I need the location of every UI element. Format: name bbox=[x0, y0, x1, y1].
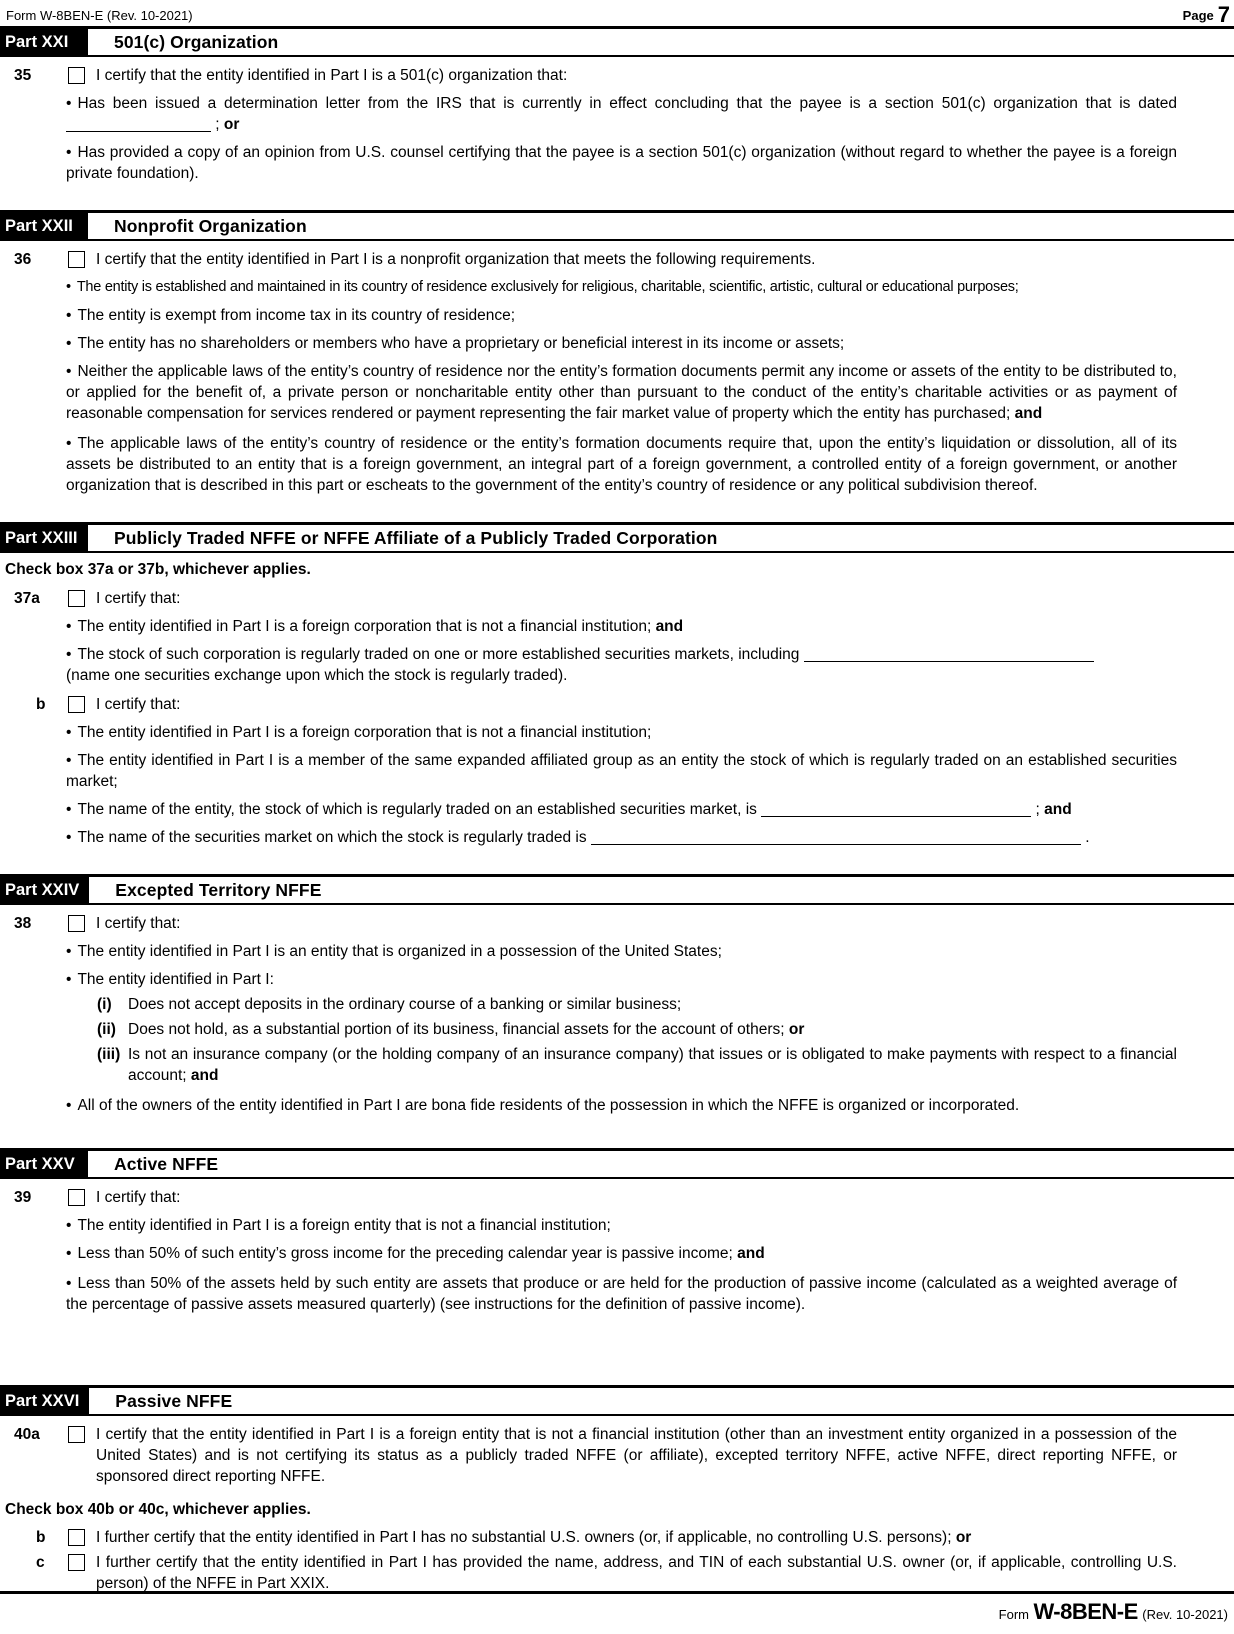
part-items-xxii bbox=[0, 249, 1234, 496]
part-header-xxii bbox=[0, 210, 1234, 241]
bullet-icon: • bbox=[66, 144, 72, 161]
bold-text: and bbox=[1044, 801, 1072, 818]
form-item-40b bbox=[0, 1527, 1177, 1548]
part-items-xxvi bbox=[0, 1424, 1234, 1594]
bold-text: and bbox=[1014, 405, 1043, 422]
bullet-item bbox=[66, 277, 1177, 298]
part-section-xxiv bbox=[0, 874, 1234, 1116]
checkbox-35[interactable] bbox=[68, 67, 85, 84]
text: I certify that: bbox=[96, 915, 181, 932]
text: I certify that the entity identified in Part I is a nonprofit organization that meets the following requirements. bbox=[96, 251, 816, 268]
part-section-xxii bbox=[0, 210, 1234, 496]
form-item-40a bbox=[0, 1424, 1177, 1487]
text: The stock of such corporation is regularly traded on one or more established securities markets, including bbox=[77, 646, 804, 663]
form-item-36 bbox=[0, 249, 1177, 270]
text: (name one securities exchange upon which the stock is regularly traded). bbox=[66, 667, 568, 684]
text: The entity is exempt from income tax in its country of residence; bbox=[77, 307, 516, 324]
part-header-xxiii bbox=[0, 522, 1234, 553]
checkbox-36[interactable] bbox=[68, 251, 85, 268]
text: The name of the securities market on which the stock is regularly traded is bbox=[77, 829, 591, 846]
footer-form-label: Form bbox=[998, 1607, 1029, 1622]
bullet-item bbox=[66, 1095, 1177, 1116]
text: Does not accept deposits in the ordinary course of a banking or similar business; bbox=[128, 996, 682, 1013]
item-number: 39 bbox=[14, 1189, 32, 1206]
form-item-38 bbox=[0, 913, 1177, 934]
text: The entity is established and maintained in its country of residence exclusively for religious, charitable, scientific, artistic, cultural or educational purposes; bbox=[76, 279, 1019, 295]
securities-market-name-blank[interactable] bbox=[591, 829, 1081, 845]
bullet-item bbox=[66, 361, 1177, 424]
form-item-35 bbox=[0, 65, 1177, 86]
bold-text: or bbox=[955, 1529, 972, 1546]
bullet-icon: • bbox=[66, 646, 72, 663]
securities-exchange-blank[interactable] bbox=[804, 646, 1094, 662]
text: Has been issued a determination letter from the IRS that is currently in effect concluding that the payee is a section 501(c) organization that is dated bbox=[77, 95, 1177, 112]
checkbox-39[interactable] bbox=[68, 1189, 85, 1206]
bullet-item bbox=[66, 305, 1177, 326]
checkbox-40b[interactable] bbox=[68, 1529, 85, 1546]
item-number: b bbox=[36, 1529, 46, 1546]
sub-item-label: (ii) bbox=[97, 1021, 116, 1038]
item-text bbox=[96, 1424, 1177, 1487]
bullet-icon: • bbox=[66, 1275, 72, 1292]
bullet-icon: • bbox=[66, 335, 72, 352]
item-text bbox=[96, 588, 1177, 609]
item-number: 40a bbox=[14, 1426, 40, 1443]
page-number bbox=[1182, 2, 1230, 27]
text: Has provided a copy of an opinion from U.S. counsel certifying that the payee is a section 501(c) organization (without regard to whether the payee is a foreign private foundation). bbox=[66, 144, 1177, 182]
bullet-item bbox=[66, 750, 1177, 792]
text: I certify that the entity identified in Part I is a 501(c) organization that: bbox=[96, 67, 568, 84]
part-items-xxiii bbox=[0, 559, 1234, 848]
bullet-item bbox=[66, 433, 1177, 496]
part-header-xxiv bbox=[0, 874, 1234, 905]
bullet-icon: • bbox=[66, 724, 72, 741]
part-section-xxi bbox=[0, 26, 1234, 184]
bullet-icon: • bbox=[66, 279, 71, 295]
text: I further certify that the entity identified in Part I has provided the name, address, and TIN of each substantial U.S. owner (or, if applicable, controlling U.S. person) of the NFFE in Part XXIX. bbox=[96, 1554, 1177, 1592]
bullet-item bbox=[66, 142, 1177, 184]
text: The name of the entity, the stock of which is regularly traded on an established securities market, is bbox=[77, 801, 762, 818]
bold-text: or bbox=[223, 116, 240, 133]
sub-item-38-ii bbox=[97, 1019, 1177, 1040]
text: I certify that: bbox=[96, 696, 181, 713]
text: Is not an insurance company (or the holding company of an insurance company) that issues or is obligated to make payments with respect to a financial account; bbox=[128, 1046, 1177, 1084]
part-header-xxvi bbox=[0, 1385, 1234, 1416]
checkbox-40c[interactable] bbox=[68, 1554, 85, 1571]
item-text bbox=[96, 65, 1177, 86]
text: I further certify that the entity identified in Part I has no substantial U.S. owners (or, if applicable, no controlling U.S. persons); bbox=[96, 1529, 956, 1546]
page-footer bbox=[0, 1591, 1234, 1634]
bold-text: or bbox=[788, 1021, 805, 1038]
bullet-item bbox=[66, 644, 1177, 686]
part-title: Active NFFE bbox=[114, 1153, 219, 1174]
sub-item-text bbox=[128, 994, 1177, 1015]
sub-item-label: (i) bbox=[97, 996, 112, 1013]
text: The entity identified in Part I is a foreign corporation that is not a financial institution; bbox=[77, 618, 656, 635]
bullet-icon: • bbox=[66, 1245, 72, 1262]
part-label: Part XXIV bbox=[0, 877, 89, 903]
bullet-item bbox=[66, 722, 1177, 743]
item-number: 36 bbox=[14, 251, 32, 268]
item-number: 38 bbox=[14, 915, 32, 932]
text: All of the owners of the entity identified in Part I are bona fide residents of the possession in which the NFFE is organized or incorporated. bbox=[77, 1097, 1020, 1114]
bullet-icon: • bbox=[66, 307, 72, 324]
sub-item-38-iii bbox=[97, 1044, 1177, 1086]
sub-item-label: (iii) bbox=[97, 1046, 121, 1063]
item-number: 37a bbox=[14, 590, 40, 607]
text: The entity has no shareholders or members who have a proprietary or beneficial interest in its income or assets; bbox=[77, 335, 845, 352]
bullet-item bbox=[66, 827, 1177, 848]
part-label: Part XXVI bbox=[0, 1388, 89, 1414]
item-number: c bbox=[36, 1554, 45, 1571]
text: Neither the applicable laws of the entity’s country of residence nor the entity’s formation documents permit any income or assets of the entity to be distributed to, or applied for the benefit of, a private person or noncharitable entity other than pursuant to the conduct of the entity’s charitable activities or as payment of reasonable compensation for services rendered or payment representing the fair market value of property which the entity has purchased; bbox=[66, 363, 1177, 422]
page-number-value: 7 bbox=[1217, 2, 1230, 27]
part-label: Part XXIII bbox=[0, 525, 88, 551]
text: . bbox=[1080, 829, 1090, 846]
sub-item-38-i bbox=[97, 994, 1177, 1015]
part-header-xxi bbox=[0, 26, 1234, 57]
form-item-39 bbox=[0, 1187, 1177, 1208]
checkbox-37b[interactable] bbox=[68, 696, 85, 713]
bullet-icon: • bbox=[66, 435, 72, 452]
text: ; bbox=[1031, 801, 1045, 818]
bullet-icon: • bbox=[66, 943, 72, 960]
bullet-icon: • bbox=[66, 1217, 72, 1234]
bullet-item bbox=[66, 93, 1177, 135]
checkbox-37a[interactable] bbox=[68, 590, 85, 607]
item-text bbox=[96, 694, 1177, 715]
text: The entity identified in Part I is a foreign entity that is not a financial institution; bbox=[77, 1217, 611, 1234]
part-items-xxi bbox=[0, 65, 1234, 184]
part-section-xxv bbox=[0, 1148, 1234, 1315]
item-text bbox=[96, 249, 1177, 270]
bullet-icon: • bbox=[66, 95, 72, 112]
part-header-xxv bbox=[0, 1148, 1234, 1179]
text: The entity identified in Part I: bbox=[77, 971, 274, 988]
part-title: Nonprofit Organization bbox=[114, 215, 307, 236]
bullet-icon: • bbox=[66, 363, 72, 380]
text: Does not hold, as a substantial portion of its business, financial assets for the account of others; bbox=[128, 1021, 789, 1038]
determination-letter-date-blank[interactable] bbox=[66, 116, 211, 132]
form-item-37b bbox=[0, 694, 1177, 715]
checkbox-38[interactable] bbox=[68, 915, 85, 932]
bullet-item bbox=[66, 616, 1177, 637]
text: Less than 50% of such entity’s gross income for the preceding calendar year is passive income; bbox=[77, 1245, 738, 1262]
part-title: Passive NFFE bbox=[115, 1390, 233, 1411]
bullet-item bbox=[66, 1273, 1177, 1315]
text: The entity identified in Part I is a member of the same expanded affiliated group as an entity the stock of which is regularly traded on an established securities market; bbox=[66, 752, 1177, 790]
text: I certify that: bbox=[96, 1189, 181, 1206]
instruction-note bbox=[0, 1499, 1177, 1520]
bullet-icon: • bbox=[66, 618, 72, 635]
bullet-item bbox=[66, 969, 1177, 990]
bullet-icon: • bbox=[66, 1097, 72, 1114]
bullet-icon: • bbox=[66, 971, 72, 988]
bullet-icon: • bbox=[66, 829, 72, 846]
page-label: Page bbox=[1182, 8, 1214, 23]
text: ; bbox=[211, 116, 224, 133]
text: I certify that the entity identified in Part I is a foreign entity that is not a financial institution (other than an investment entity organized in a possession of the United States) and is not certifying its status as a publicly traded NFFE (or affiliate), excepted territory NFFE, active NFFE, direct reporting NFFE, or sponsored direct reporting NFFE. bbox=[96, 1426, 1177, 1485]
item-text bbox=[96, 1552, 1177, 1594]
part-label: Part XXV bbox=[0, 1151, 88, 1177]
bullet-icon: • bbox=[66, 752, 72, 769]
part-section-xxvi bbox=[0, 1385, 1234, 1594]
bullet-item bbox=[66, 1243, 1177, 1264]
form-item-37a bbox=[0, 588, 1177, 609]
checkbox-40a[interactable] bbox=[68, 1426, 85, 1443]
bold-text: and bbox=[655, 618, 684, 635]
text: Check box 37a or 37b, whichever applies. bbox=[5, 561, 311, 578]
item-number: b bbox=[36, 696, 46, 713]
sub-item-text bbox=[128, 1019, 1177, 1040]
text: The applicable laws of the entity’s country of residence or the entity’s formation documents require that, upon the entity’s liquidation or dissolution, all of its assets be distributed to an entity that is a foreign government, an integral part of a foreign government, a controlled entity of a foreign government, or another organization that is described in this part or escheats to the government of the entity’s country of residence or any political subdivision thereof. bbox=[66, 435, 1177, 494]
instruction-note bbox=[0, 559, 1177, 580]
page-header bbox=[0, 0, 1234, 26]
text: The entity identified in Part I is an entity that is organized in a possession of the United States; bbox=[77, 943, 722, 960]
part-label: Part XXI bbox=[0, 29, 88, 55]
part-label: Part XXII bbox=[0, 213, 88, 239]
text: Less than 50% of the assets held by such entity are assets that produce or are held for the production of passive income (calculated as a weighted average of the percentage of passive assets measured quarterly) (see instructions for the definition of passive income). bbox=[66, 1275, 1177, 1313]
text: Check box 40b or 40c, whichever applies. bbox=[5, 1501, 311, 1518]
part-title: Excepted Territory NFFE bbox=[115, 879, 322, 900]
bold-text: and bbox=[737, 1245, 765, 1262]
part-title: Publicly Traded NFFE or NFFE Affiliate of a Publicly Traded Corporation bbox=[114, 527, 718, 548]
part-section-xxiii bbox=[0, 522, 1234, 848]
part-items-xxv bbox=[0, 1187, 1234, 1315]
item-text bbox=[96, 913, 1177, 934]
footer-form-name: W-8BEN-E bbox=[1033, 1599, 1138, 1624]
form-revision-label: Form W-8BEN-E (Rev. 10-2021) bbox=[6, 8, 193, 23]
footer-form-revision: (Rev. 10-2021) bbox=[1142, 1607, 1228, 1622]
item-text bbox=[96, 1187, 1177, 1208]
bullet-item bbox=[66, 1215, 1177, 1236]
form-item-40c bbox=[0, 1552, 1177, 1594]
text: The entity identified in Part I is a foreign corporation that is not a financial institution; bbox=[77, 724, 652, 741]
bullet-item bbox=[66, 941, 1177, 962]
form-body bbox=[0, 26, 1234, 1594]
item-number: 35 bbox=[14, 67, 32, 84]
part-items-xxiv bbox=[0, 913, 1234, 1116]
sub-item-text bbox=[128, 1044, 1177, 1086]
bold-text: and bbox=[190, 1067, 219, 1084]
traded-entity-name-blank[interactable] bbox=[761, 801, 1031, 817]
bullet-item bbox=[66, 333, 1177, 354]
item-text bbox=[96, 1527, 1177, 1548]
part-title: 501(c) Organization bbox=[114, 31, 279, 52]
text: I certify that: bbox=[96, 590, 181, 607]
bullet-item bbox=[66, 799, 1177, 820]
bullet-icon: • bbox=[66, 801, 72, 818]
